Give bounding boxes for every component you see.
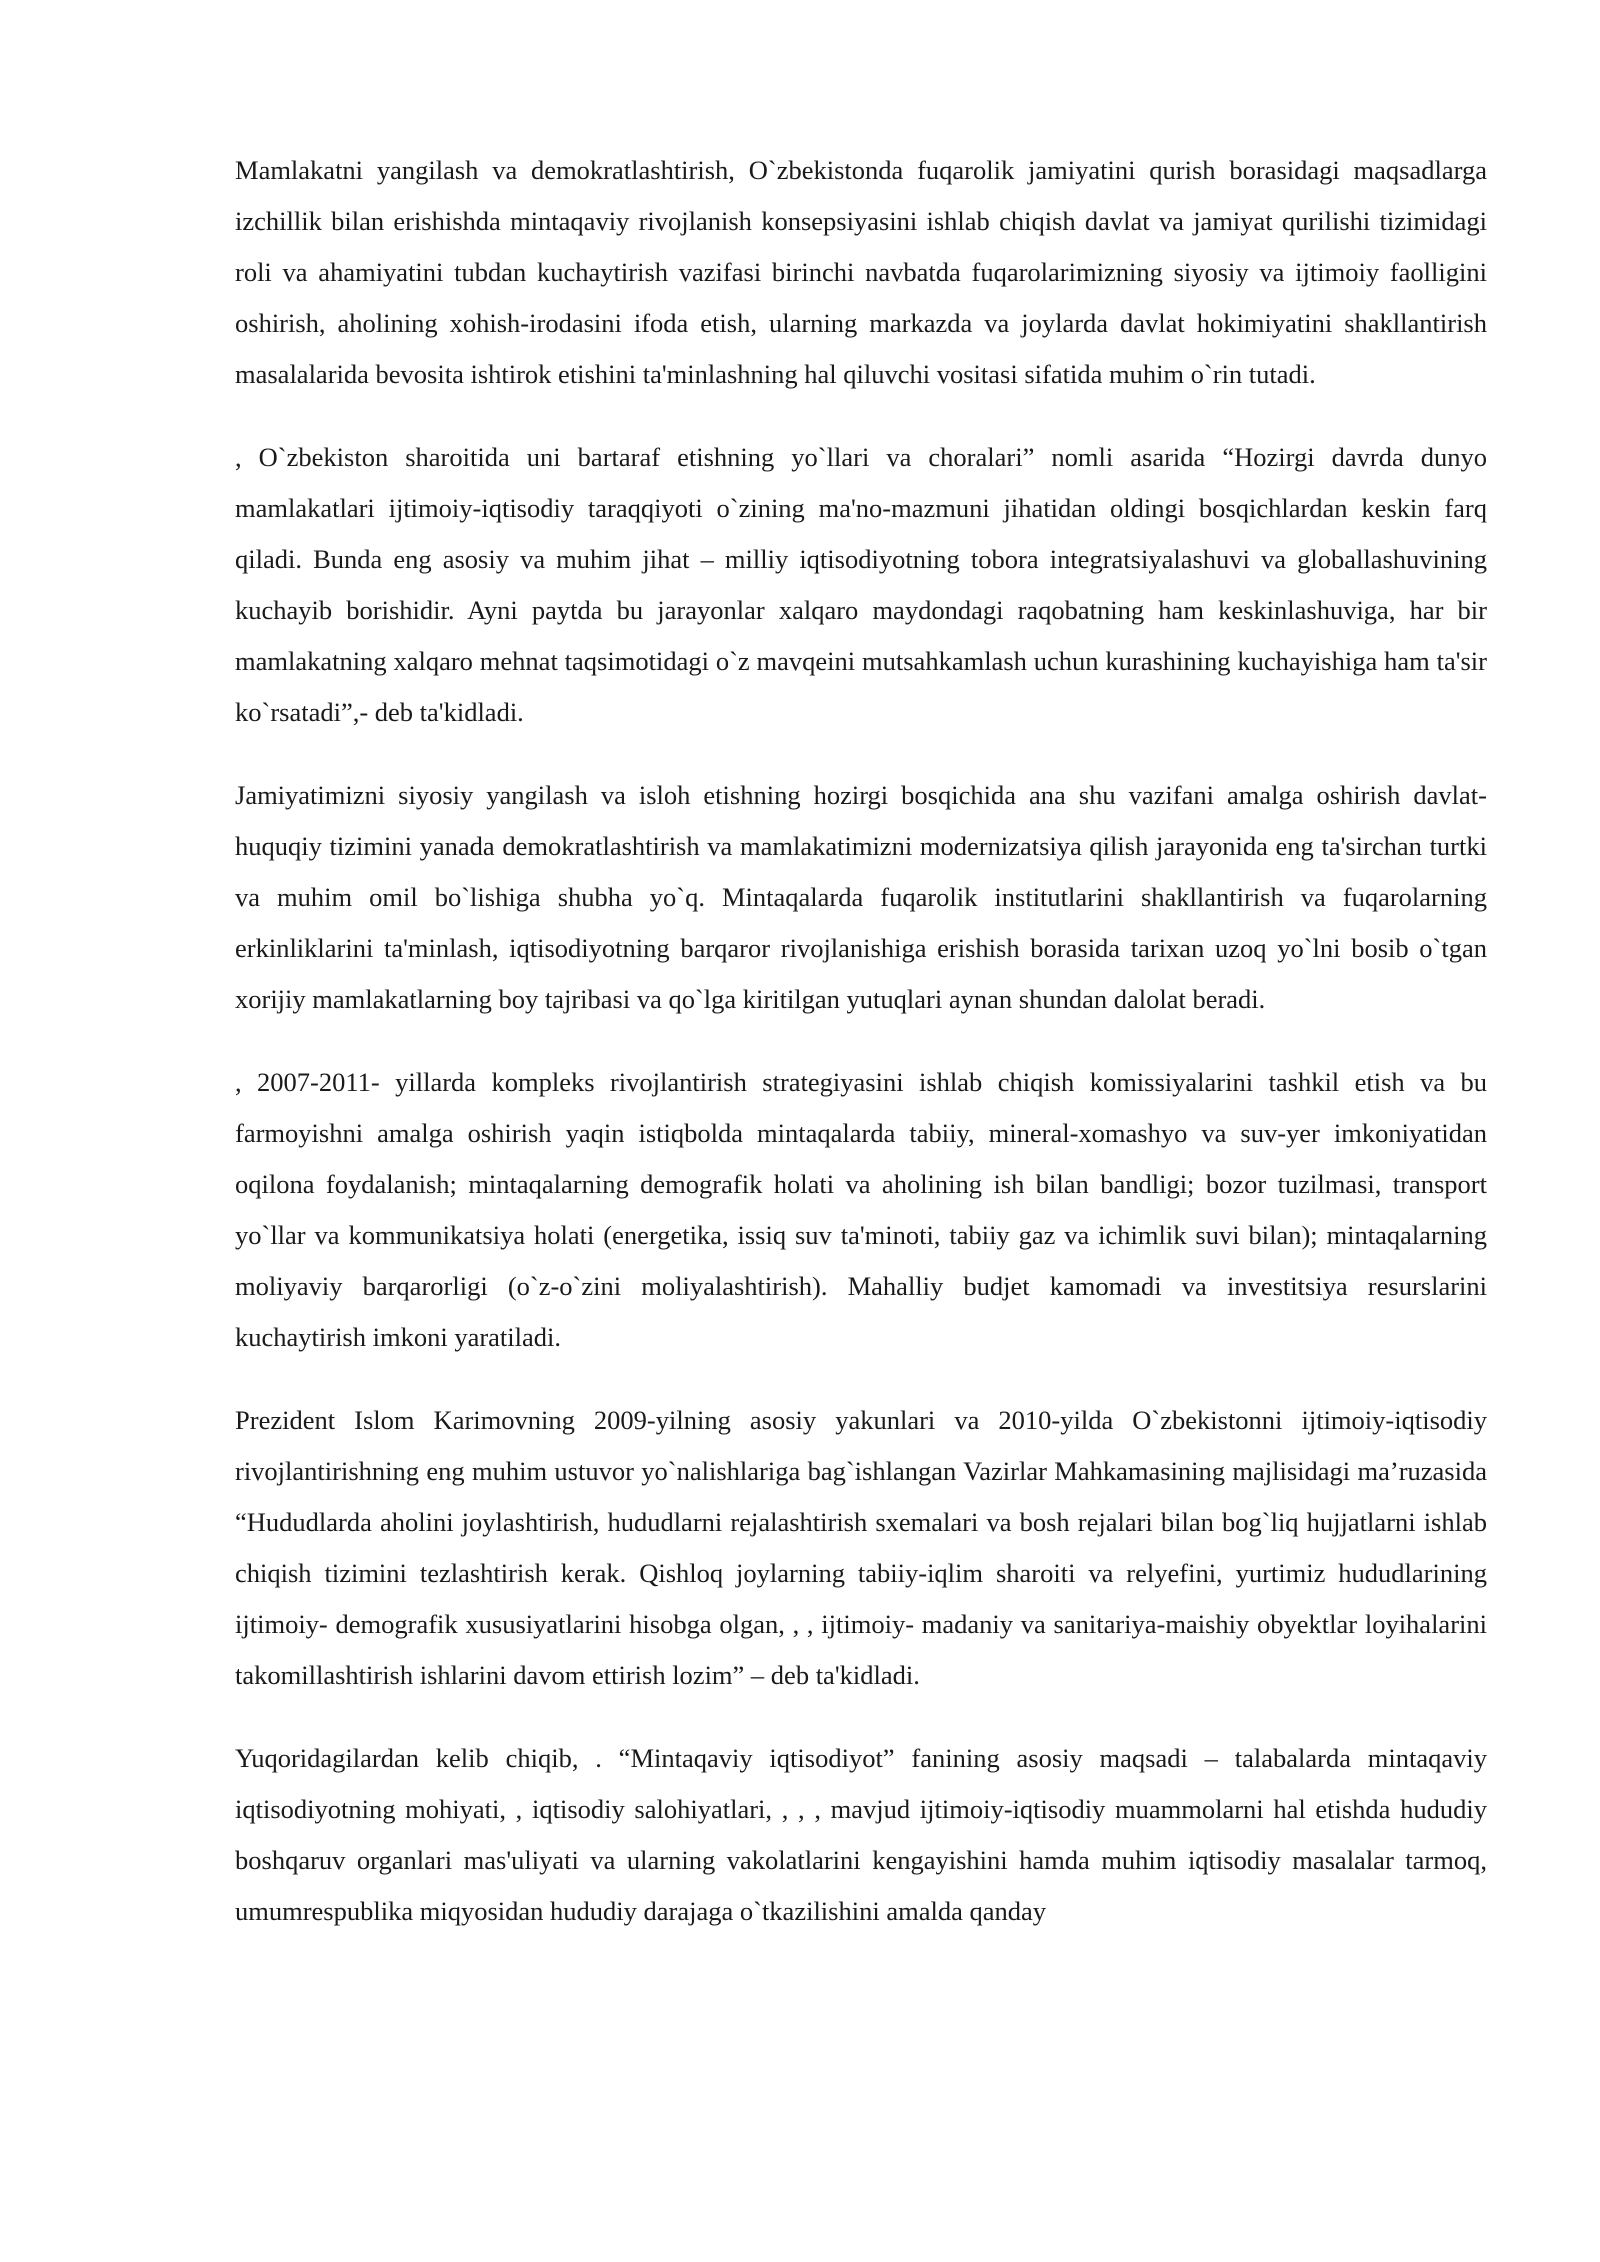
paragraph: Mamlakatni yangilash va demokratlashtirish, O`zbekistonda fuqarolik jamiyatini qurish borasidagi maqsadlarga izchillik bilan erishishda mintaqaviy rivojlanish konsepsiyasini ishlab chiqish davlat va jamiyat qurilishi tizimidagi roli va ahamiyatini tubdan kuchaytirish vazifasi birinchi navbatda fuqarolarimizning siyosiy va ijtimoiy faolligini oshirish, aholining xohish-irodasini ifoda etish, ularning markazda va joylarda davlat hokimiyatini shakllantirish masalalarida bevosita ishtirok etishini ta'minlashning hal qiluvchi vositasi sifatida muhim o`rin tutadi. [235,155,1487,389]
paragraph: , O`zbekiston sharoitida uni bartaraf etishning yo`llari va choralari” nomli asarida “Hozirgi davrda dunyo mamlakatlari ijtimoiy-iqtisodiy taraqqiyoti o`zining ma'no-mazmuni jihatidan oldingi bosqichlardan keskin farq qiladi. Bunda eng asosiy va muhim jihat – milliy iqtisodiyotning tobora integratsiyalashuvi va globallashuvining kuchayib borishidir. Ayni paytda bu jarayonlar xalqaro maydondagi raqobatning ham keskinlashuviga, har bir mamlakatning xalqaro mehnat taqsimotidagi o`z mavqeini mutsahkamlash uchun kurashining kuchayishiga ham ta'sir ko`rsatadi”,- deb ta'kidladi. [235,442,1487,727]
paragraph: Prezident Islom Karimovning 2009-yilning asosiy yakunlari va 2010-yilda O`zbekistonni ijtimoiy-iqtisodiy rivojlantirishning eng muhim ustuvor yo`nalishlariga bag`ishlangan Vazirlar Mahkamasining majlisidagi ma’ruzasida “Hududlarda aholini joylashtirish, hududlarni rejalashtirish sxemalari va bosh rejalari bilan bog`liq hujjatlarni ishlab chiqish tizimini tezlashtirish kerak. Qishloq joylarning tabiiy-iqlim sharoiti va relyefini, yurtimiz hududlarining ijtimoiy- demografik xususiyatlarini hisobga olgan, , , ijtimoiy- madaniy va sanitariya-maishiy obyektlar loyihalarini takomillashtirish ishlarini davom ettirish lozim” – deb ta'kidladi. [235,1405,1487,1690]
paragraph: Yuqoridagilardan kelib chiqib, . “Mintaqaviy iqtisodiyot” fanining asosiy maqsadi – talabalarda mintaqaviy iqtisodiyotning mohiyati, , iqtisodiy salohiyatlari, , , , mavjud ijtimoiy-iqtisodiy muammolarni hal etishda hududiy boshqaruv organlari mas'uliyati va ularning vakolatlarini kengayishini hamda muhim iqtisodiy masalalar tarmoq, umumrespublika miqyosidan hududiy darajaga o`tkazilishini amalda qanday [235,1743,1487,1926]
paragraph: , 2007-2011- yillarda kompleks rivojlantirish strategiyasini ishlab chiqish komissiyalarini tashkil etish va bu farmoyishni amalga oshirish yaqin istiqbolda mintaqalarda tabiiy, mineral-xomashyo va suv-yer imkoniyatidan oqilona foydalanish; mintaqalarning demografik holati va aholining ish bilan bandligi; bozor tuzilmasi, transport yo`llar va kommunikatsiya holati (energetika, issiq suv ta'minoti, tabiiy gaz va ichimlik suvi bilan); mintaqalarning moliyaviy barqarorligi (o`z-o`zini moliyalashtirish). Mahalliy budjet kamomadi va investitsiya resurslarini kuchaytirish imkoni yaratiladi. [235,1067,1487,1352]
document-body [235,145,1487,1969]
paragraph: Jamiyatimizni siyosiy yangilash va isloh etishning hozirgi bosqichida ana shu vazifani amalga oshirish davlat-huquqiy tizimini yanada demokratlashtirish va mamlakatimizni modernizatsiya qilish jarayonida eng ta'sirchan turtki va muhim omil bo`lishiga shubha yo`q. Mintaqalarda fuqarolik institutlarini shakllantirish va fuqarolarning erkinliklarini ta'minlash, iqtisodiyotning barqaror rivojlanishiga erishish borasida tarixan uzoq yo`lni bosib o`tgan xorijiy mamlakatlarning boy tajribasi va qo`lga kiritilgan yutuqlari aynan shundan dalolat beradi. [235,780,1487,1014]
